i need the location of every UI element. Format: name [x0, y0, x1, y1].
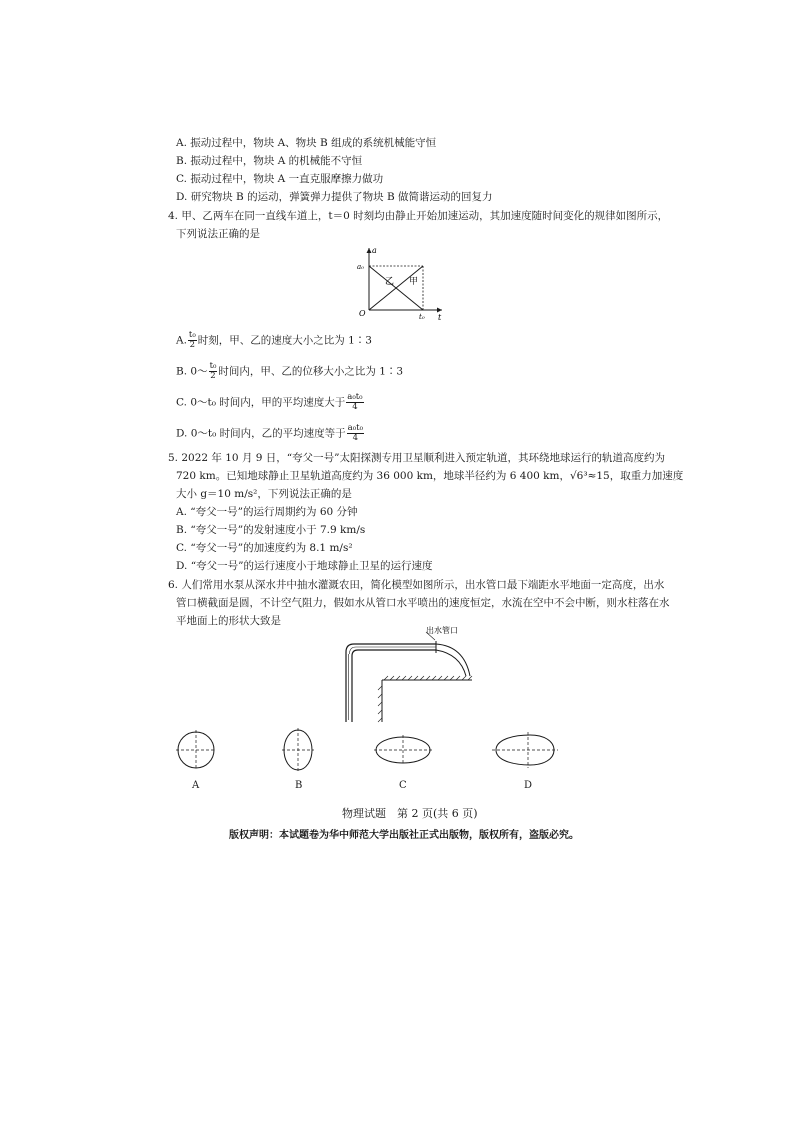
graph-axis-t: t: [438, 313, 442, 320]
graph-label-jia: 甲: [409, 277, 419, 287]
shape-label-d: D: [524, 780, 533, 791]
q6-stem-line2: 管口横截面是圆，不计空气阻力，假如水从管口水平喷出的速度恒定，水流在空中不会中断，则水柱落在水: [176, 597, 670, 609]
shape-label-c: C: [399, 780, 407, 791]
shape-a-circle: [176, 730, 216, 770]
graph-label-yi: 乙: [385, 277, 395, 287]
graph-origin: O: [359, 309, 366, 318]
graph-t0: t₀: [419, 313, 425, 320]
q5-stem-line3: 大小 g＝10 m/s²，下列说法正确的是: [176, 488, 352, 500]
graph-axis-a: a: [372, 246, 377, 255]
q6-answer-shapes: [170, 726, 570, 776]
q4-option-a: A. $\frac{\text{t₀}}{2}$ 时刻，甲、乙的速度大小之比为 1∶3: [176, 330, 372, 350]
q4-option-b: B. 0～ $\frac{\text{t₀}}{2}$ 时间内，甲、乙的位移大小之比为 1∶3: [176, 361, 404, 381]
q5-option-c: C. “夸父一号”的加速度约为 8.1 m/s²: [176, 542, 353, 554]
q3-option-a: A. 振动过程中，物块 A、物块 B 组成的系统机械能守恒: [176, 137, 437, 149]
shape-label-b: B: [295, 780, 303, 791]
q4-acceleration-graph: [355, 244, 445, 320]
q4-option-c: C. 0～t₀ 时间内，甲的平均速度大于 $\frac{\text{a₀t₀}}{4}$: [176, 392, 363, 412]
shape-d-egg: [492, 732, 558, 768]
q5-option-b: B. “夸父一号”的发射速度小于 7.9 km/s: [176, 524, 366, 536]
q3-option-d: D. 研究物块 B 的运动，弹簧弹力提供了物块 B 做简谐运动的回复力: [176, 191, 493, 203]
q5-stem-line2: 720 km。已知地球静止卫星轨道高度约为 36 000 km，地球半径约为 6 400 km，√6³≈15，取重力加速度: [176, 470, 684, 482]
shape-label-a: A: [192, 780, 200, 791]
q4-stem-line2: 下列说法正确的是: [176, 228, 260, 240]
q5-option-a: A. “夸父一号”的运行周期约为 60 分钟: [176, 506, 358, 518]
q6-stem-line3: 平地面上的形状大致是: [176, 615, 281, 627]
shape-c-horizontal-ellipse: [374, 735, 432, 765]
graph-a0: a₀: [357, 263, 364, 271]
q5-option-d: D. “夸父一号”的运行速度小于地球静止卫星的运行速度: [176, 560, 433, 572]
copyright-notice: 版权声明：本试题卷为华中师范大学出版社正式出版物，版权所有，盗版必究。: [229, 830, 579, 841]
shape-b-vertical-ellipse: [282, 728, 314, 772]
q3-option-c: C. 振动过程中，物块 A 一直克服摩擦力做功: [176, 173, 384, 185]
q6-stem-line1: 6. 人们常用水泵从深水井中抽水灌溉农田，简化模型如图所示，出水管口最下端距水平地面一定高度，出水: [168, 579, 665, 591]
page-footer: 物理试题 第 2 页(共 6 页): [342, 807, 478, 820]
pipe-outlet-label: 出水管口: [426, 626, 458, 635]
q4-stem-line1: 4. 甲、乙两车在同一直线车道上，t＝0 时刻均由静止开始加速运动，其加速度随时间变化的规律如图所示，: [168, 210, 669, 222]
q5-stem-line1: 5. 2022 年 10 月 9 日，“夸父一号”太阳探测专用卫星顺利进入预定轨道，其环绕地球运行的轨道高度约为: [168, 452, 666, 464]
q3-option-b: B. 振动过程中，物块 A 的机械能不守恒: [176, 155, 363, 167]
q4-option-d: D. 0～t₀ 时间内，乙的平均速度等于 $\frac{\text{a₀t₀}}{4}$: [176, 423, 363, 443]
q6-pipe-diagram: [336, 624, 506, 724]
